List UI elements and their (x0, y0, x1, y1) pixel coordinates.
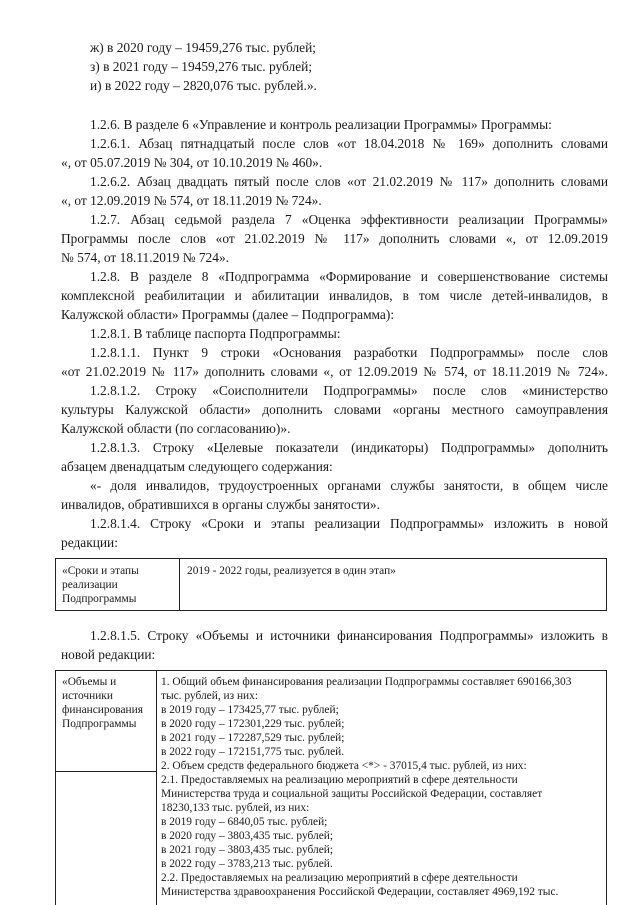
text-line: 1.2.8.1.3. Строку «Целевые показатели (индикаторы) Подпрограммы» дополнить (90, 440, 608, 455)
table-cell-label: Подпрограммы (62, 718, 137, 730)
text-line: Калужской области» Программы (далее – Подпрограмма): (61, 307, 395, 322)
table-cell-value: в 2021 году – 3803,435 тыс. рублей; (161, 844, 334, 856)
text-line: 1.2.8. В разделе 8 «Подпрограмма «Формирование и совершенствование системы (90, 269, 608, 284)
table-cell-value: Министерства здравоохранения Российской Федерации, составляет 4969,192 тыс. (161, 886, 559, 898)
table-cell-label: финансирования (62, 704, 143, 716)
schedule-table (55, 558, 607, 611)
text-line: 1.2.8.1.2. Строку «Соисполнители Подпрограммы» после слов «министерство (90, 383, 608, 398)
text-line: 1.2.8.1. В таблице паспорта Подпрограммы: (90, 326, 341, 341)
table-cell-value: 1. Общий объем финансирования реализации Подпрограммы составляет 690166,303 (161, 676, 572, 688)
text-line: новой редакции: (61, 647, 156, 662)
text-line: и) в 2022 году – 2820,076 тыс. рублей.». (90, 78, 317, 93)
text-line: 1.2.7. Абзац седьмой раздела 7 «Оценка эффективности реализации Программы» (90, 212, 608, 227)
text-line: абзацем двенадцатым следующего содержания: (61, 459, 333, 474)
funding-table (55, 670, 607, 905)
text-line: комплексной реабилитации и абилитации инвалидов, в том числе детей-инвалидов, в (61, 288, 608, 303)
table-divider (56, 771, 156, 772)
table-cell-label: источники (62, 690, 113, 702)
table-cell-value: 2.2. Предоставляемых на реализацию мероприятий в сфере деятельности (161, 872, 518, 884)
text-line: ж) в 2020 году – 19459,276 тыс. рублей; (90, 40, 316, 55)
text-line: 1.2.8.1.1. Пункт 9 строки «Основания разработки Подпрограммы» после слов (90, 345, 608, 360)
table-cell-value: в 2021 году – 172287,529 тыс. рублей; (161, 732, 345, 744)
table-cell-value: в 2022 году – 3783,213 тыс. рублей. (161, 858, 333, 870)
table-cell-value: тыс. рублей, из них: (161, 690, 259, 702)
table-cell-value: в 2020 году – 172301,229 тыс. рублей; (161, 718, 345, 730)
text-line: 1.2.8.1.4. Строку «Сроки и этапы реализации Подпрограммы» изложить в новой (90, 516, 608, 531)
text-line: 1.2.6. В разделе 6 «Управление и контроль реализации Программы» Программы: (90, 117, 552, 132)
text-line: 1.2.6.2. Абзац двадцать пятый после слов «от 21.02.2019 № 117» дополнить словами (90, 174, 608, 189)
text-line: «от 21.02.2019 № 117» дополнить словами «, от 12.09.2019 № 574, от 18.11.2019 № 724». (61, 364, 608, 379)
table-cell-value: в 2019 году – 173425,77 тыс. рублей; (161, 704, 339, 716)
text-line: № 574, от 18.11.2019 № 724». (61, 250, 229, 265)
table-cell-value: 2. Объем средств федерального бюджета <*> - 37015,4 тыс. рублей, из них: (161, 760, 527, 772)
table-cell-label: «Сроки и этапы (62, 565, 139, 577)
text-line: 1.2.6.1. Абзац пятнадцатый после слов «от 18.04.2018 № 169» дополнить словами (90, 136, 608, 151)
text-line: «- доля инвалидов, трудоустроенных органами службы занятости, в общем числе (90, 478, 608, 493)
text-line: «, от 05.07.2019 № 304, от 10.10.2019 № 460». (61, 155, 323, 170)
table-cell-label: «Объемы и (62, 676, 117, 688)
table-cell-value: 2019 - 2022 годы, реализуется в один этап» (187, 565, 396, 577)
table-divider (179, 559, 180, 610)
table-cell-label: Подпрограммы (62, 593, 137, 605)
table-cell-value: в 2022 году – 172151,775 тыс. рублей. (161, 746, 345, 758)
table-cell-value: Министерства труда и социальной защиты Российской Федерации, составляет (161, 788, 543, 800)
text-line: редакции: (61, 535, 118, 550)
text-line: Калужской области (по согласованию)». (61, 421, 291, 436)
table-cell-value: 2.1. Предоставляемых на реализацию мероприятий в сфере деятельности (161, 774, 518, 786)
text-line: культуры Калужской области» дополнить словами «органы местного самоуправления (61, 402, 608, 417)
text-line: инвалидов, обратившихся в органы службы занятости». (61, 497, 380, 512)
text-line: «, от 12.09.2019 № 574, от 18.11.2019 № 724». (61, 193, 322, 208)
table-cell-value: в 2019 году – 6840,05 тыс. рублей; (161, 816, 328, 828)
table-cell-value: в 2020 году – 3803,435 тыс. рублей; (161, 830, 334, 842)
table-cell-value: 18230,133 тыс. рублей, из них: (161, 802, 310, 814)
table-divider (156, 671, 157, 905)
text-line: Программы после слов «от 21.02.2019 № 117» дополнить словами «, от 12.09.2019 (61, 231, 608, 246)
text-line: з) в 2021 году – 19459,276 тыс. рублей; (90, 59, 313, 74)
table-cell-label: реализации (62, 579, 118, 591)
text-line: 1.2.8.1.5. Строку «Объемы и источники финансирования Подпрограммы» изложить в (90, 628, 608, 643)
